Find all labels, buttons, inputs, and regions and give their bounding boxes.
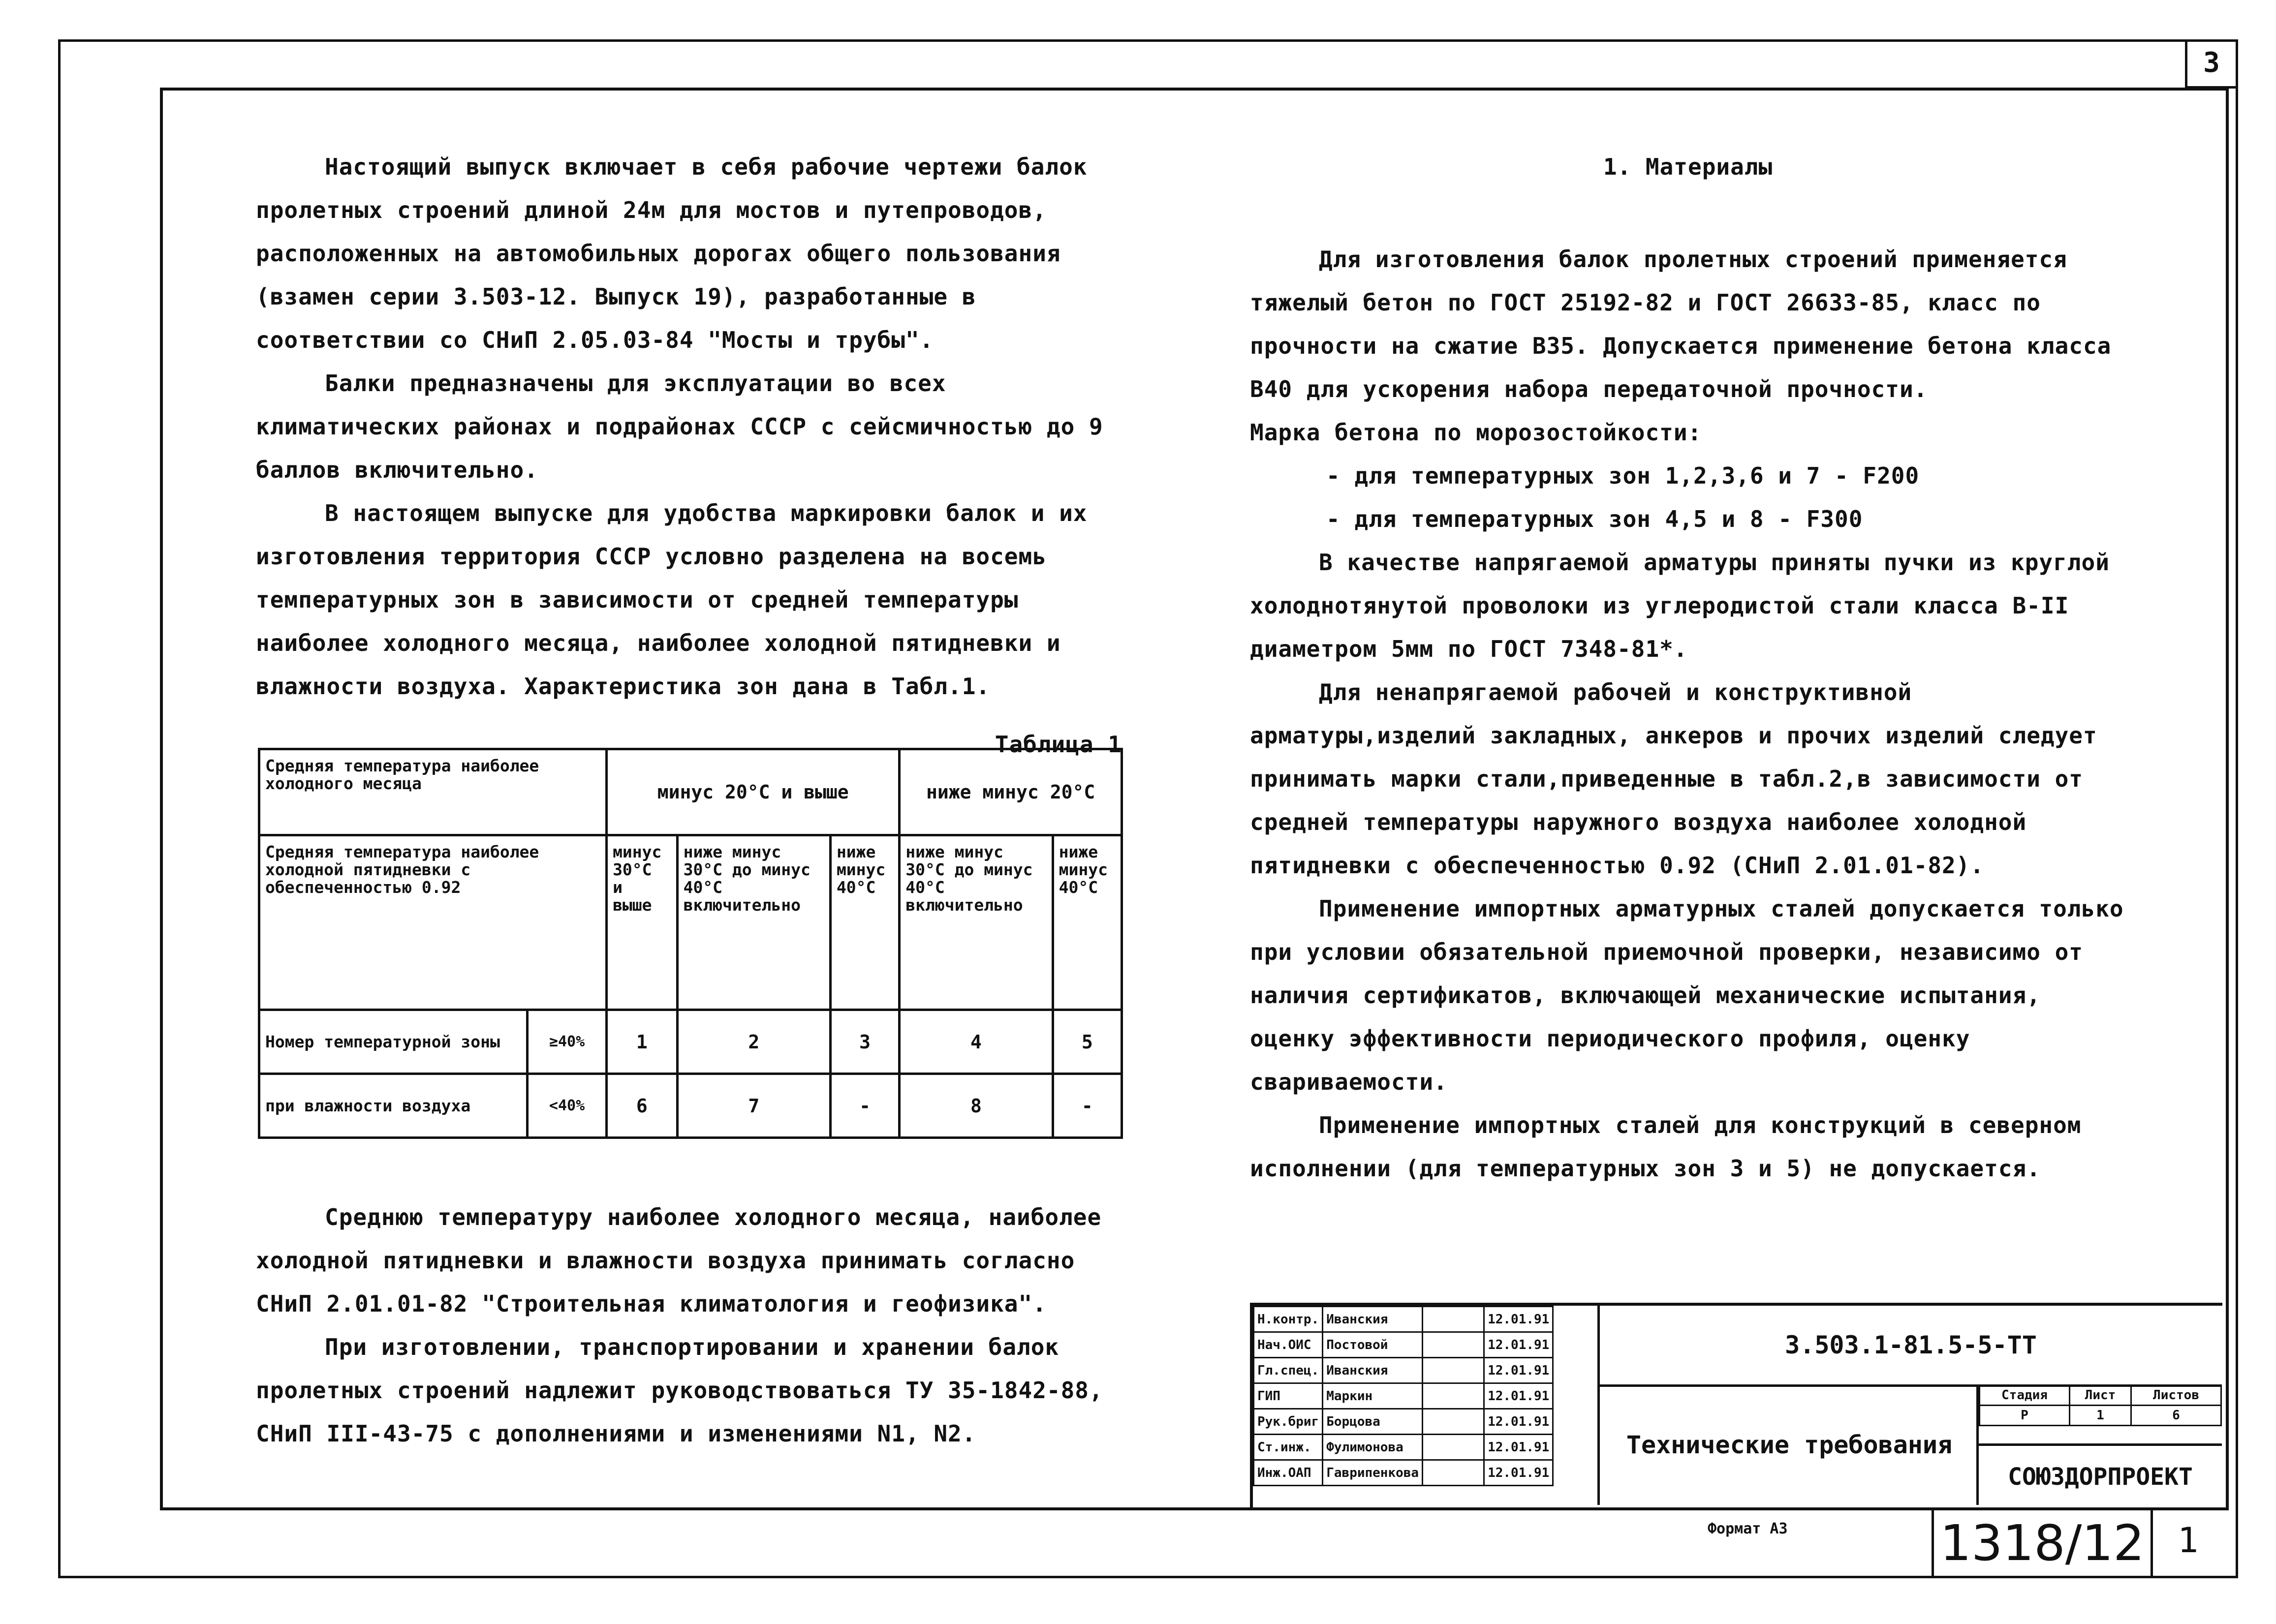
table-subheader-cell: ниже минус 40°С — [830, 835, 899, 1010]
table-cell: - — [830, 1074, 899, 1138]
sheets-value: 6 — [2131, 1406, 2221, 1426]
stage-box — [1976, 1384, 2222, 1505]
right-column — [1250, 145, 2126, 1190]
table-header-month-label: Средняя температура наиболее холодного месяца — [259, 749, 607, 835]
document-title: Технические требования — [1597, 1384, 1979, 1505]
signature — [1423, 1307, 1484, 1332]
role: Н.контр. — [1254, 1307, 1323, 1332]
signature — [1423, 1409, 1484, 1435]
date: 12.01.91 — [1484, 1409, 1553, 1435]
rebar-paragraph: Для ненапрягаемой рабочей и конструктивной арматуры,изделий закладных, анкеров и прочих изделий следует принимать марки стали,приведенные в табл.2,в зависимости от средней температуры наружного воздуха наиболее холодной пятидневки с обеспеченностью 0.92 (СНиП 2.01.01-82). — [1250, 679, 2097, 879]
date: 12.01.91 — [1484, 1307, 1553, 1332]
person-name: Иванския — [1323, 1307, 1423, 1332]
signature — [1423, 1460, 1484, 1486]
signatures-table — [1253, 1306, 1554, 1486]
table-row-label: Номер температурной зоны — [259, 1010, 528, 1074]
table-subheader-cell: ниже минус 30°С до минус 40°С включительно — [677, 835, 830, 1010]
person-name: Постовой — [1323, 1332, 1423, 1358]
table-cell: 6 — [607, 1074, 678, 1138]
role: Гл.спец. — [1254, 1358, 1323, 1383]
sheet-header: Лист — [2069, 1385, 2131, 1406]
person-name: Иванския — [1323, 1358, 1423, 1383]
manufacturing-paragraph: При изготовлении, транспортировании и хранении балок пролетных строений надлежит руководствоваться ТУ 35-1842-88, СНиП III-43-75 с дополнениями и изменениями N1, N2. — [256, 1334, 1103, 1447]
frost-item: - для температурных зон 4,5 и 8 - F300 — [1326, 506, 1863, 532]
role: Ст.инж. — [1254, 1435, 1323, 1460]
import-paragraph: Применение импортных арматурных сталей допускается только при условии обязательной приемочной проверки, независимо от наличия сертификатов, включающей механические испытания, оценку эффективности периодического профиля, оценку свариваемости. — [1250, 895, 2124, 1095]
table-cell: 1 — [607, 1010, 678, 1074]
section-heading: 1. Материалы — [1603, 153, 1773, 180]
frost-item: - для температурных зон 1,2,3,6 и 7 - F200 — [1326, 462, 1920, 489]
person-name: Гаврипенкова — [1323, 1460, 1423, 1486]
person-name: Фулимонова — [1323, 1435, 1423, 1460]
stage-table — [1979, 1384, 2222, 1426]
table-row-condition: ≥40% — [528, 1010, 607, 1074]
temperature-zones-table — [258, 748, 1123, 1139]
organization-name: СОЮЗДОРПРОЕКТ — [1979, 1443, 2222, 1507]
table-caption: Таблица 1 — [995, 731, 1122, 758]
table-header-fiveday-label: Средняя температура наиболее холодной пятидневки с обеспеченностью 0.92 — [259, 835, 607, 1010]
role: ГИП — [1254, 1383, 1323, 1409]
table-header-below20: ниже минус 20°С — [900, 749, 1122, 835]
table-row-condition: <40% — [528, 1074, 607, 1138]
sheets-header: Листов — [2131, 1385, 2221, 1406]
signature — [1423, 1358, 1484, 1383]
table-header-minus20: минус 20°С и выше — [607, 749, 900, 835]
climate-paragraph: Среднюю температуру наиболее холодного месяца, наиболее холодной пятидневки и влажности воздуха принимать согласно СНиП 2.01.01-82 "Строительная климатология и геофизика". — [256, 1204, 1102, 1317]
intro-paragraph: Настоящий выпуск включает в себя рабочие чертежи балок пролетных строений длиной 24м для мостов и путепроводов, расположенных на автомобильных дорогах общего пользования (взамен серии 3.503-12. Выпуск 19), разработанные в соответствии со СНиП 2.05.03-84 "Мосты и трубы". — [256, 153, 1088, 353]
table-cell: 7 — [677, 1074, 830, 1138]
table-row-label: при влажности воздуха — [259, 1074, 528, 1138]
sheet-number: 3 — [2185, 39, 2236, 89]
inventory-number: 1318/12 — [1932, 1508, 2153, 1578]
prestressed-paragraph: В качестве напрягаемой арматуры приняты пучки из круглой холоднотянутой проволоки из углеродистой стали класса В-II диаметром 5мм по ГОСТ 7348-81*. — [1250, 549, 2110, 662]
signature — [1423, 1332, 1484, 1358]
document-code: 3.503.1-81.5-5-ТТ — [1597, 1306, 2222, 1387]
table-cell: 2 — [677, 1010, 830, 1074]
date: 12.01.91 — [1484, 1332, 1553, 1358]
title-block — [1250, 1303, 2222, 1507]
role: Нач.ОИС — [1254, 1332, 1323, 1358]
table-cell: 4 — [900, 1010, 1053, 1074]
signature — [1423, 1435, 1484, 1460]
date: 12.01.91 — [1484, 1358, 1553, 1383]
paper-format: Формат А3 — [1708, 1520, 1788, 1537]
date: 12.01.91 — [1484, 1383, 1553, 1409]
purpose-paragraph: Балки предназначены для эксплуатации во всех климатических районах и подрайонах СССР с сейсмичностью до 9 баллов включительно. — [256, 370, 1103, 483]
table-subheader-cell: ниже минус 30°С до минус 40°С включительно — [900, 835, 1053, 1010]
table-subheader-cell: ниже минус 40°С — [1053, 835, 1122, 1010]
date: 12.01.91 — [1484, 1435, 1553, 1460]
concrete-paragraph: Для изготовления балок пролетных строений применяется тяжелый бетон по ГОСТ 25192-82 и ГОСТ 26633-85, класс по прочности на сжатие В35. Допускается применение бетона класса В40 для ускорения набора передаточной прочности. — [1250, 246, 2112, 402]
signature — [1423, 1383, 1484, 1409]
role: Рук.бриг — [1254, 1409, 1323, 1435]
person-name: Борцова — [1323, 1409, 1423, 1435]
page-number: 1 — [2178, 1520, 2199, 1561]
frost-title: Марка бетона по морозостойкости: — [1250, 419, 1702, 446]
date: 12.01.91 — [1484, 1460, 1553, 1486]
table-cell: 8 — [900, 1074, 1053, 1138]
northern-paragraph: Применение импортных сталей для конструкций в северном исполнении (для температурных зон 3 и 5) не допускается. — [1250, 1112, 2082, 1182]
table-cell: 5 — [1053, 1010, 1122, 1074]
role: Инж.ОАП — [1254, 1460, 1323, 1486]
sheet-value: 1 — [2069, 1406, 2131, 1426]
stage-header: Стадия — [1980, 1385, 2070, 1406]
table-subheader-cell: минус 30°С и выше — [607, 835, 678, 1010]
left-bottom-text — [256, 1195, 1132, 1455]
stage-value: Р — [1980, 1406, 2070, 1426]
table-cell: - — [1053, 1074, 1122, 1138]
table-cell: 3 — [830, 1010, 899, 1074]
left-column — [256, 145, 1122, 766]
person-name: Маркин — [1323, 1383, 1423, 1409]
zones-paragraph: В настоящем выпуске для удобства маркировки балок и их изготовления территория СССР условно разделена на восемь температурных зон в зависимости от средней температуры наиболее холодного месяца, наиболее холодной пятидневки и влажности воздуха. Характеристика зон дана в Табл.1. — [256, 500, 1088, 700]
